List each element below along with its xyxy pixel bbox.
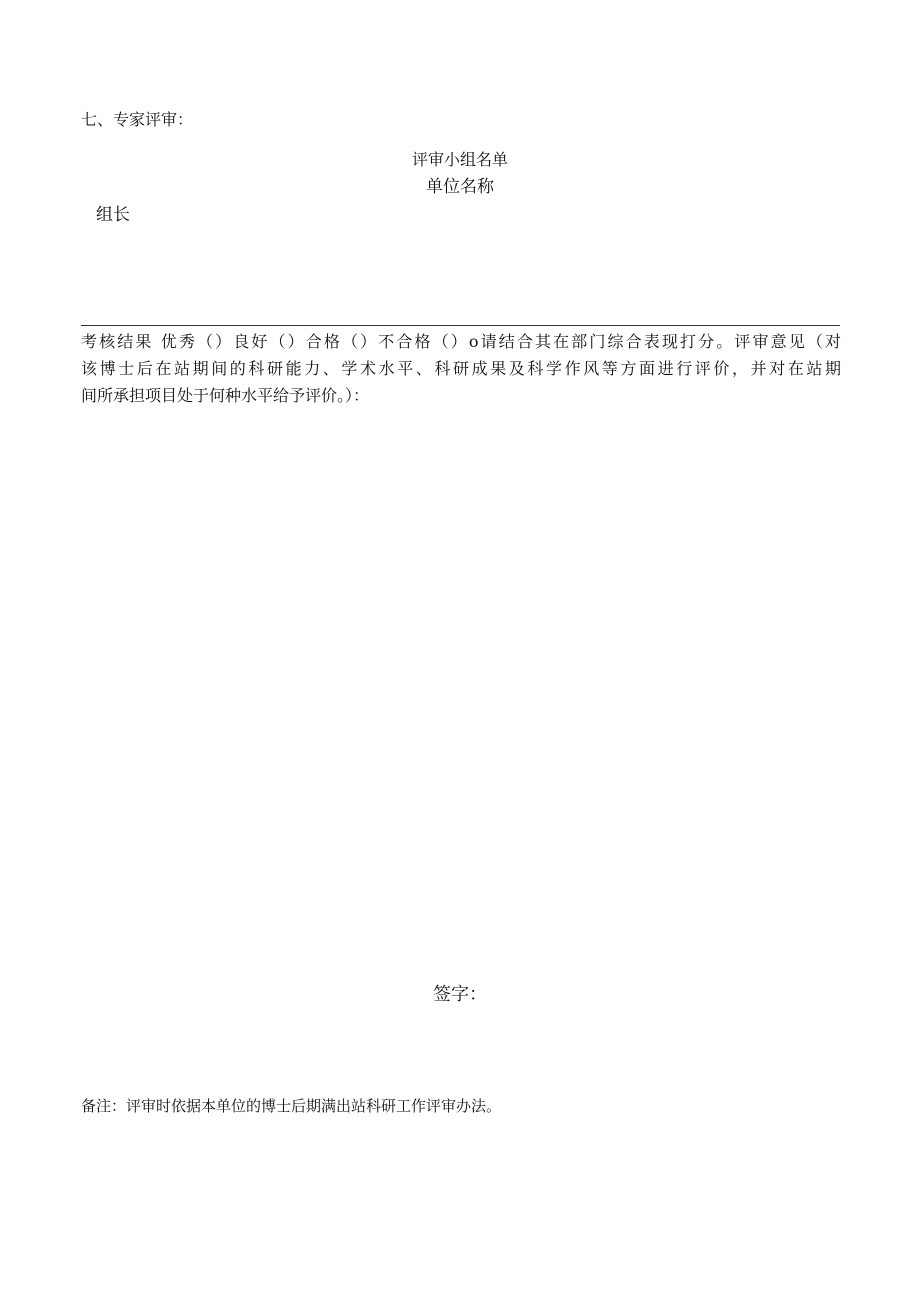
assessment-instructions	[81, 328, 841, 409]
footnote: 备注：评审时依据本单位的博士后期满出站科研工作评审办法。	[81, 1097, 502, 1115]
team-leader-label: 组长	[96, 205, 130, 225]
signature-label: 签字：	[433, 984, 487, 1005]
assessment-line-1: 考核结果 优秀（）良好（）合格（）不合格（）o请结合其在部门综合表现打分。评审意见（对	[81, 332, 841, 351]
assessment-line-2: 该博士后在站期间的科研能力、学术水平、科研成果及科学作风等方面进行评价，并对在站期	[81, 359, 841, 378]
unit-name-label: 单位名称	[426, 177, 494, 197]
assessment-line-3: 间所承担项目处于何种水平给予评价。）：	[81, 386, 370, 405]
review-panel-title: 评审小组名单	[411, 150, 508, 169]
section-divider	[81, 325, 840, 326]
section-heading: 七、专家评审：	[81, 110, 194, 129]
